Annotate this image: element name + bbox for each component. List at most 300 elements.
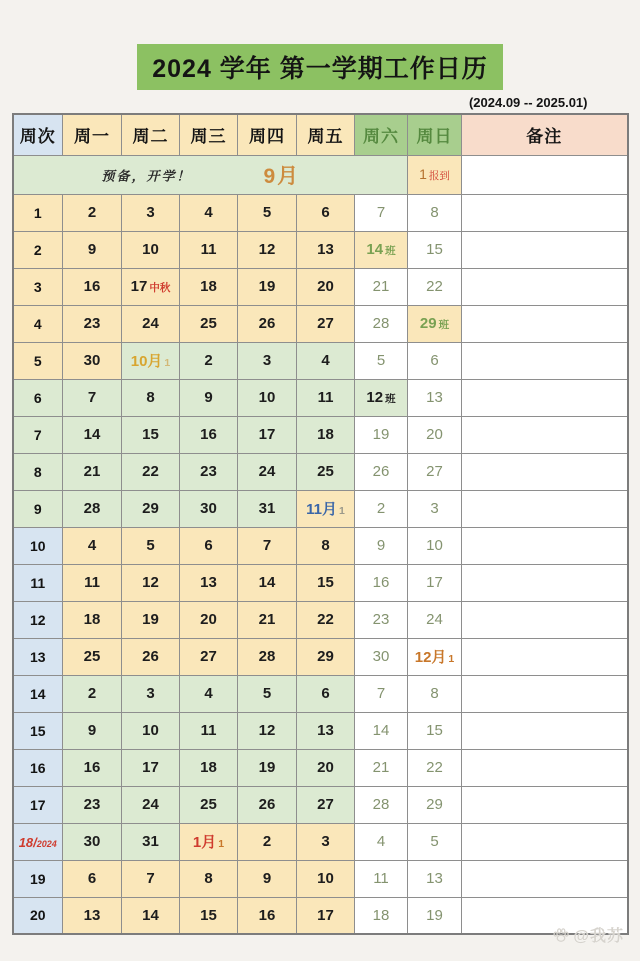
day-cell	[63, 897, 122, 934]
note-cell	[462, 638, 628, 675]
week-number: 16	[29, 759, 46, 776]
day-number: 17	[258, 426, 276, 443]
day-number: 13	[317, 241, 334, 258]
day-cell	[408, 490, 462, 527]
day-number: 19	[258, 278, 276, 295]
page-title: 2024 学年 第一学期工作日历	[137, 44, 503, 90]
day-number: 24	[142, 315, 159, 332]
day-cell	[297, 453, 355, 490]
day-cell	[238, 638, 297, 675]
day-number: 12	[142, 574, 159, 591]
day-number: 25	[200, 315, 217, 332]
day-number: 10月	[130, 353, 163, 370]
day-number: 22	[142, 463, 159, 480]
day-number: 6	[321, 685, 330, 702]
week-number: 3	[33, 278, 42, 295]
header-thursday: 周四	[238, 114, 297, 155]
week-number-cell	[13, 564, 63, 601]
day-cell	[63, 527, 122, 564]
header-saturday: 周六	[355, 114, 408, 155]
note-cell	[462, 379, 628, 416]
day-cell	[297, 638, 355, 675]
day-number: 6	[87, 870, 97, 887]
day-cell	[297, 305, 355, 342]
day-number: 21	[372, 759, 390, 776]
day-cell	[180, 194, 238, 231]
day-number: 8	[321, 537, 330, 554]
week-row	[13, 416, 628, 453]
day-cell	[63, 638, 122, 675]
day-cell	[63, 786, 122, 823]
day-cell	[63, 564, 122, 601]
day-number: 7	[262, 537, 272, 554]
day-number: 10	[317, 870, 334, 887]
day-cell	[355, 268, 408, 305]
day-tag: 班	[385, 245, 396, 257]
week-number: 8	[33, 463, 42, 480]
day-number: 16	[83, 278, 101, 295]
day-number: 28	[372, 796, 390, 813]
week-row	[13, 860, 628, 897]
day-cell	[355, 194, 408, 231]
day-number: 11	[317, 389, 334, 406]
day-number: 30	[372, 648, 390, 665]
day-cell	[408, 860, 462, 897]
day-number: 3	[430, 500, 439, 517]
week-number-cell	[13, 231, 63, 268]
day-number: 1月	[192, 834, 217, 851]
day-number: 20	[426, 426, 443, 443]
day-number: 22	[317, 611, 334, 628]
day-cell	[238, 416, 297, 453]
day-cell	[238, 564, 297, 601]
month-label: 9月	[263, 164, 301, 188]
day-number: 29	[317, 648, 334, 665]
day-cell	[355, 305, 408, 342]
day-number: 5	[376, 352, 386, 369]
report-day-cell	[408, 155, 462, 194]
day-number: 4	[376, 833, 386, 850]
day-cell	[63, 675, 122, 712]
day-cell	[180, 749, 238, 786]
day-number: 10	[426, 537, 443, 554]
day-number: 28	[83, 500, 101, 517]
day-number: 12月	[414, 649, 447, 666]
day-number: 17	[142, 759, 159, 776]
day-number: 7	[87, 389, 97, 406]
day-cell	[355, 527, 408, 564]
date-range: (2024.09 -- 2025.01)	[468, 95, 588, 110]
week-number-cell	[13, 416, 63, 453]
day-cell	[180, 379, 238, 416]
day-number: 21	[83, 463, 101, 480]
week-number: 20	[29, 907, 46, 924]
watermark	[552, 923, 624, 946]
day-cell	[122, 305, 180, 342]
day-number: 31	[142, 833, 159, 850]
day-cell	[122, 638, 180, 675]
day-number: 17	[426, 574, 443, 591]
note-cell	[462, 194, 628, 231]
day-cell	[180, 638, 238, 675]
day-number: 13	[317, 722, 334, 739]
day-number: 15	[426, 241, 443, 258]
day-number: 27	[317, 315, 334, 332]
day-cell	[408, 231, 462, 268]
day-number: 18	[200, 759, 217, 776]
day-cell	[355, 638, 408, 675]
day-number: 4	[204, 685, 213, 702]
day-cell	[297, 527, 355, 564]
day-number: 9	[262, 870, 272, 887]
day-cell	[238, 749, 297, 786]
day-cell	[297, 379, 355, 416]
day-cell	[408, 823, 462, 860]
day-cell	[297, 786, 355, 823]
week-number-cell	[13, 786, 63, 823]
day-cell	[63, 823, 122, 860]
week-number-cell	[13, 490, 63, 527]
day-cell	[63, 453, 122, 490]
note-cell	[462, 416, 628, 453]
day-cell	[355, 416, 408, 453]
week-number-cell	[13, 342, 63, 379]
week-row	[13, 342, 628, 379]
day-number: 5	[430, 833, 439, 850]
day-cell	[355, 675, 408, 712]
day-number: 8	[430, 204, 439, 221]
day-number: 14	[372, 722, 390, 739]
day-cell	[122, 601, 180, 638]
note-cell	[462, 601, 628, 638]
week-number-cell	[13, 860, 63, 897]
handwriting-note: 预备，开学！	[101, 168, 192, 183]
day-cell	[122, 416, 180, 453]
day-cell	[63, 268, 122, 305]
day-cell	[408, 379, 462, 416]
day-cell	[63, 342, 122, 379]
week-number-cell	[13, 675, 63, 712]
header-wednesday: 周三	[180, 114, 238, 155]
week-number: 6	[33, 389, 42, 406]
day-number: 6	[204, 537, 213, 554]
day-number: 4	[87, 537, 97, 554]
week-row	[13, 231, 628, 268]
day-number: 23	[200, 463, 217, 480]
day-number: 4	[204, 204, 213, 221]
day-cell	[408, 712, 462, 749]
week-row	[13, 601, 628, 638]
day-number: 15	[200, 906, 217, 924]
day-tag: 中秋	[149, 282, 171, 294]
title-wrap	[0, 0, 640, 90]
note-cell	[462, 231, 628, 268]
day-number: 2	[376, 500, 386, 517]
day-number: 29	[419, 315, 437, 332]
day-number: 8	[430, 685, 439, 702]
week-number: 12	[29, 611, 46, 628]
day-cell	[122, 749, 180, 786]
day-cell	[408, 268, 462, 305]
day-number: 13	[200, 574, 217, 591]
day-cell	[355, 897, 408, 934]
week-number-cell	[13, 601, 63, 638]
day-tag: 班	[438, 319, 450, 331]
day-number: 25	[83, 648, 101, 665]
day-number: 7	[376, 685, 386, 702]
day-cell	[63, 749, 122, 786]
day-number: 29	[142, 500, 159, 517]
day-number: 17	[130, 278, 148, 295]
note-cell	[462, 268, 628, 305]
day-cell	[180, 453, 238, 490]
day-cell	[355, 490, 408, 527]
day-cell	[180, 786, 238, 823]
day-cell	[122, 379, 180, 416]
day-cell	[238, 379, 297, 416]
day-cell	[297, 749, 355, 786]
week-row	[13, 379, 628, 416]
day-cell	[238, 601, 297, 638]
week-row	[13, 268, 628, 305]
calendar-body	[13, 155, 628, 934]
week-number: 5	[33, 352, 42, 369]
header-row	[13, 114, 628, 155]
week-row	[13, 638, 628, 675]
day-cell	[63, 416, 122, 453]
report-day-number: 1	[419, 165, 427, 182]
week-number-cell	[13, 638, 63, 675]
day-number: 31	[258, 500, 276, 517]
day-cell	[122, 712, 180, 749]
day-number: 8	[204, 870, 213, 887]
day-cell	[355, 823, 408, 860]
week-row	[13, 527, 628, 564]
day-number: 12	[366, 389, 384, 406]
day-cell	[238, 305, 297, 342]
day-number: 21	[258, 611, 276, 628]
day-number: 20	[317, 759, 334, 776]
day-cell	[238, 268, 297, 305]
week-row	[13, 453, 628, 490]
note-cell	[462, 305, 628, 342]
note-cell	[462, 564, 628, 601]
day-cell	[408, 897, 462, 934]
day-tag: 1	[218, 838, 225, 850]
day-number: 11	[200, 241, 217, 258]
week-number: 17	[29, 796, 46, 813]
day-number: 6	[321, 204, 330, 221]
day-number: 9	[87, 241, 97, 258]
day-number: 18	[200, 278, 217, 295]
day-cell	[238, 527, 297, 564]
day-number: 23	[372, 611, 390, 628]
week-number-cell	[13, 268, 63, 305]
day-number: 15	[317, 574, 334, 591]
week-row	[13, 823, 628, 860]
day-number: 11月	[306, 501, 337, 518]
header-sunday: 周日	[408, 114, 462, 155]
header-week-number: 周次	[13, 114, 63, 155]
week-number-cell	[13, 305, 63, 342]
week-number: 7	[33, 426, 42, 443]
day-number: 11	[200, 722, 217, 739]
day-number: 26	[258, 315, 276, 332]
note-cell	[462, 823, 628, 860]
day-cell	[180, 305, 238, 342]
day-cell	[238, 823, 297, 860]
day-number: 25	[200, 796, 217, 813]
week-number: 18/	[18, 834, 37, 850]
day-cell	[180, 564, 238, 601]
day-cell	[63, 231, 122, 268]
week-number-cell	[13, 823, 63, 860]
day-number: 28	[372, 315, 390, 332]
day-cell	[355, 601, 408, 638]
day-number: 25	[317, 463, 334, 480]
day-number: 2	[87, 204, 97, 221]
day-cell	[122, 527, 180, 564]
day-number: 12	[258, 241, 276, 258]
day-number: 23	[83, 796, 101, 813]
day-cell	[355, 712, 408, 749]
day-number: 30	[200, 500, 217, 517]
day-number: 9	[204, 389, 213, 406]
day-cell	[408, 638, 462, 675]
day-cell	[63, 379, 122, 416]
day-cell	[297, 675, 355, 712]
day-number: 20	[317, 278, 334, 295]
day-cell	[122, 453, 180, 490]
day-cell	[180, 675, 238, 712]
day-cell	[122, 342, 180, 379]
day-number: 27	[317, 796, 334, 813]
day-cell	[408, 194, 462, 231]
note-cell	[462, 155, 628, 194]
day-cell	[408, 601, 462, 638]
day-cell	[63, 860, 122, 897]
day-number: 14	[366, 241, 384, 258]
day-number: 26	[258, 796, 276, 813]
week-number: 10	[29, 537, 46, 554]
report-day-label: 报到	[428, 169, 450, 182]
day-cell	[180, 823, 238, 860]
day-number: 10	[142, 722, 159, 739]
day-cell	[180, 268, 238, 305]
week-number-sub: 2024	[36, 838, 57, 849]
day-number: 14	[142, 906, 159, 924]
day-number: 16	[258, 906, 276, 924]
day-number: 20	[200, 611, 217, 628]
day-number: 17	[317, 906, 334, 924]
day-cell	[408, 416, 462, 453]
header-monday: 周一	[63, 114, 122, 155]
day-cell	[122, 194, 180, 231]
day-number: 15	[426, 722, 443, 739]
day-cell	[63, 194, 122, 231]
day-cell	[122, 860, 180, 897]
day-number: 11	[373, 870, 389, 887]
day-number: 7	[376, 204, 386, 221]
day-tag: 1	[164, 357, 171, 369]
day-cell	[63, 490, 122, 527]
week-row	[13, 194, 628, 231]
day-cell	[355, 342, 408, 379]
month-banner-row	[13, 155, 628, 194]
day-cell	[122, 490, 180, 527]
day-number: 11	[84, 574, 100, 591]
month-banner	[13, 155, 408, 194]
header-notes: 备注	[462, 114, 628, 155]
day-cell	[297, 416, 355, 453]
day-number: 19	[258, 759, 276, 776]
day-cell	[63, 305, 122, 342]
day-number: 13	[426, 870, 443, 887]
day-number: 5	[146, 537, 155, 554]
day-number: 13	[426, 389, 443, 406]
day-cell	[355, 749, 408, 786]
week-number: 11	[30, 574, 46, 591]
day-cell	[355, 231, 408, 268]
note-cell	[462, 342, 628, 379]
day-number: 22	[426, 759, 443, 776]
day-cell	[297, 342, 355, 379]
day-cell	[408, 527, 462, 564]
day-cell	[238, 712, 297, 749]
week-number-cell	[13, 379, 63, 416]
note-cell	[462, 860, 628, 897]
day-cell	[180, 490, 238, 527]
day-cell	[122, 786, 180, 823]
day-number: 8	[146, 389, 155, 406]
day-cell	[238, 897, 297, 934]
day-cell	[122, 268, 180, 305]
day-number: 3	[321, 833, 330, 850]
watermark-text: @我苏	[573, 928, 624, 945]
day-number: 22	[426, 278, 443, 295]
day-cell	[297, 564, 355, 601]
week-number: 1	[33, 204, 42, 221]
day-tag: 1	[448, 653, 455, 665]
day-number: 12	[258, 722, 276, 739]
day-cell	[297, 268, 355, 305]
week-row	[13, 305, 628, 342]
day-cell	[180, 860, 238, 897]
day-tag: 班	[385, 393, 396, 405]
week-number-cell	[13, 712, 63, 749]
day-cell	[297, 490, 355, 527]
day-cell	[297, 601, 355, 638]
day-cell	[238, 860, 297, 897]
day-cell	[408, 786, 462, 823]
week-number-cell	[13, 194, 63, 231]
week-row	[13, 490, 628, 527]
day-cell	[238, 231, 297, 268]
day-cell	[122, 823, 180, 860]
note-cell	[462, 453, 628, 490]
day-cell	[238, 786, 297, 823]
day-cell	[180, 712, 238, 749]
day-cell	[297, 231, 355, 268]
day-number: 9	[376, 537, 386, 554]
day-cell	[408, 342, 462, 379]
day-cell	[297, 712, 355, 749]
week-number-cell	[13, 749, 63, 786]
day-cell	[355, 453, 408, 490]
day-number: 3	[146, 204, 155, 221]
day-number: 16	[200, 426, 217, 443]
day-cell	[122, 675, 180, 712]
